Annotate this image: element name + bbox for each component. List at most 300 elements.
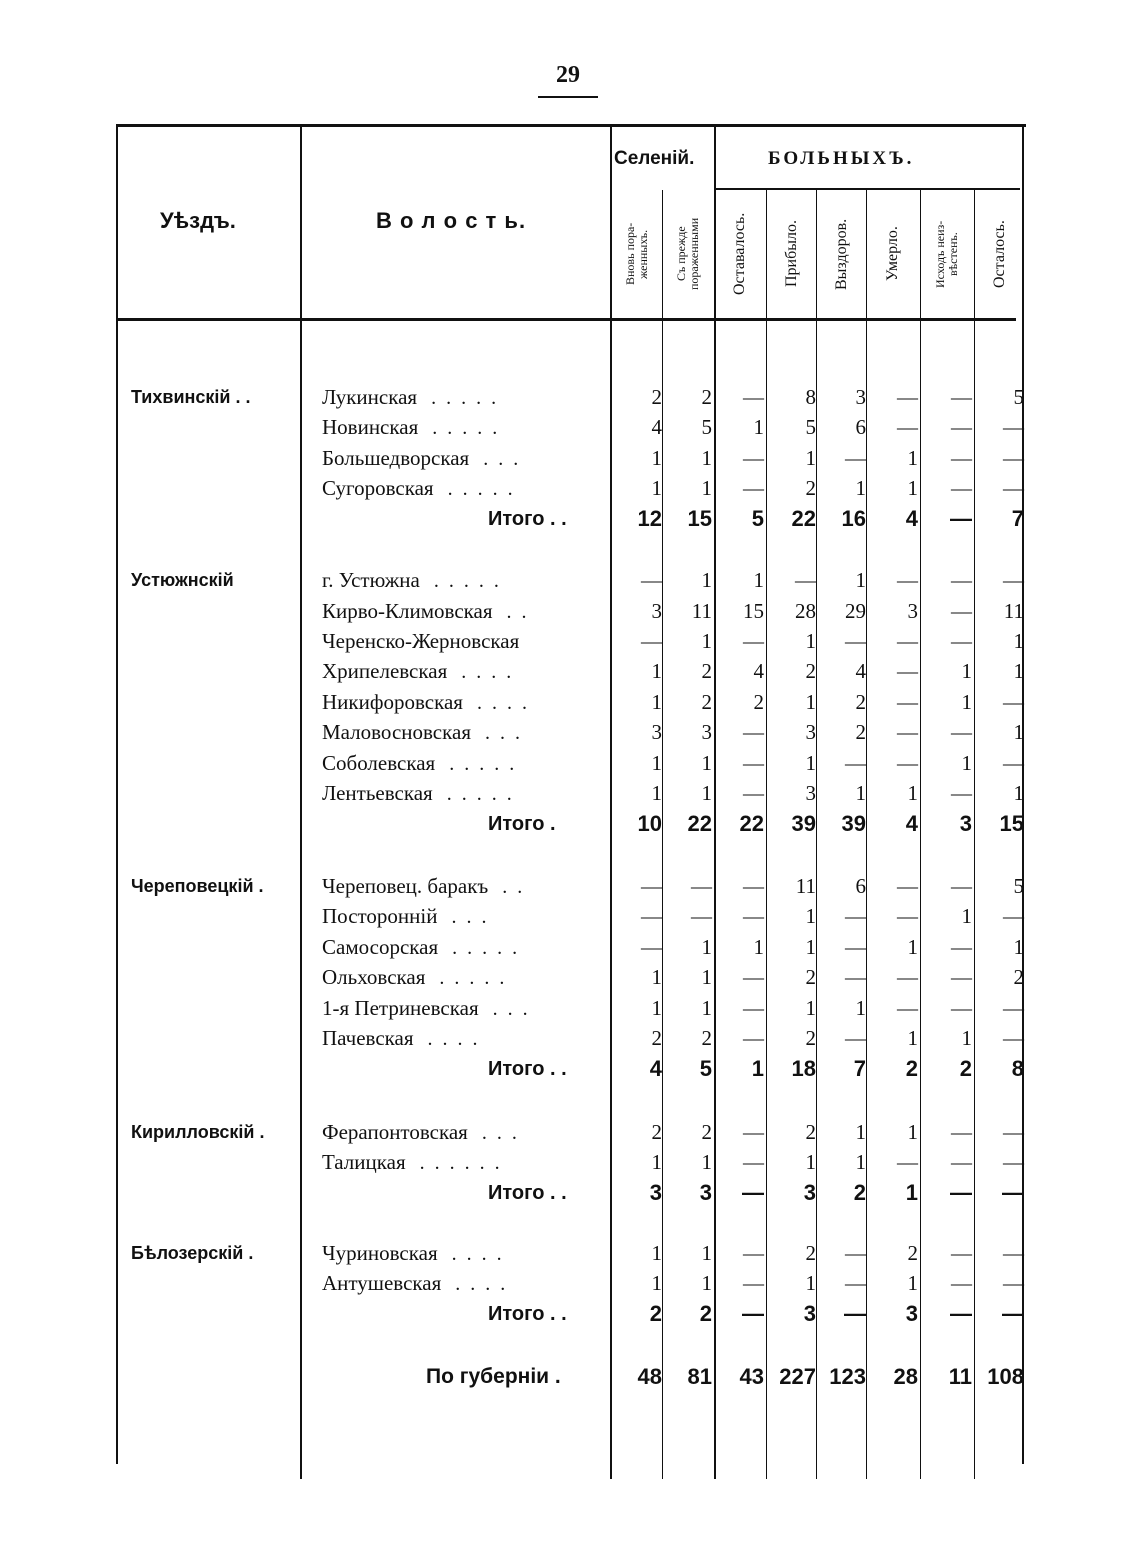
table-row xyxy=(0,778,1145,808)
table-cell: — xyxy=(950,1301,972,1326)
table-row xyxy=(0,1268,1145,1298)
table-cell: 1 xyxy=(907,446,918,470)
table-cell: 4 xyxy=(905,811,918,836)
volost-name xyxy=(322,993,538,1023)
table-cell: — xyxy=(844,1301,866,1326)
table-cell: — xyxy=(951,1150,972,1174)
table-cell: — xyxy=(743,996,764,1020)
table-cell: 4 xyxy=(649,1056,662,1081)
volost-name xyxy=(322,626,519,656)
table-cell: 1 xyxy=(805,996,816,1020)
total-cell: 11 xyxy=(948,1364,972,1389)
table-cell: — xyxy=(691,904,712,928)
table-cell: 2 xyxy=(651,1026,662,1050)
table-cell: 1 xyxy=(907,935,918,959)
table-cell: — xyxy=(950,506,972,531)
table-row xyxy=(0,687,1145,717)
table-cell: 16 xyxy=(841,506,866,531)
table-cell: — xyxy=(951,629,972,653)
table-cell: 2 xyxy=(649,1301,662,1326)
table-cell: 1 xyxy=(1013,935,1024,959)
itogo-label: Итого . . xyxy=(488,1058,567,1080)
table-cell: 2 xyxy=(753,690,764,714)
table-cell: 2 xyxy=(855,690,866,714)
table-cell: 18 xyxy=(791,1056,816,1081)
table-cell: 3 xyxy=(649,1180,662,1205)
table-cell: 5 xyxy=(805,415,816,439)
table-cell: — xyxy=(742,1301,764,1326)
table-cell: 6 xyxy=(855,415,866,439)
table-cell: 12 xyxy=(637,506,662,531)
table-cell: 1 xyxy=(961,904,972,928)
table-cell: 1 xyxy=(651,476,662,500)
table-cell: — xyxy=(1003,690,1024,714)
table-cell: 2 xyxy=(651,1120,662,1144)
table-cell: — xyxy=(743,1026,764,1050)
table-cell: — xyxy=(951,415,972,439)
table-row xyxy=(0,443,1145,473)
leader-dots: ..... xyxy=(433,570,509,592)
total-cell: 28 xyxy=(893,1364,918,1389)
uezd-name: Устюжнскій xyxy=(131,570,234,590)
volost-label: Антушевская xyxy=(322,1271,442,1295)
volost-label: Хрипелевская xyxy=(322,659,448,683)
table-cell: 1 xyxy=(805,446,816,470)
table-cell: 1 xyxy=(651,996,662,1020)
table-cell: — xyxy=(897,568,918,592)
table-cell: 1 xyxy=(961,690,972,714)
table-cell: 3 xyxy=(907,599,918,623)
table-cell: 1 xyxy=(1013,720,1024,744)
table-cell: — xyxy=(951,446,972,470)
volost-name xyxy=(322,1117,527,1147)
table-row xyxy=(0,626,1145,656)
table-cell: — xyxy=(951,1120,972,1144)
leader-dots: .... xyxy=(476,692,537,714)
table-cell: 11 xyxy=(795,874,816,898)
page-number: 29 xyxy=(556,62,580,88)
leader-dots: ... xyxy=(492,998,538,1020)
volost-label: Ольховская xyxy=(322,965,426,989)
table-cell: 4 xyxy=(651,415,662,439)
table-cell: — xyxy=(1003,1271,1024,1295)
table-cell: 11 xyxy=(1003,599,1024,623)
table-cell: 1 xyxy=(701,781,712,805)
table-cell: 1 xyxy=(701,751,712,775)
table-cell: 1 xyxy=(701,476,712,500)
table-cell: 1 xyxy=(805,935,816,959)
table-cell: 1 xyxy=(805,904,816,928)
table-cell: — xyxy=(897,720,918,744)
leader-dots: ... xyxy=(451,906,497,928)
leader-dots: ..... xyxy=(446,783,522,805)
col-header-vyzdorov: Выздоров. xyxy=(833,218,851,290)
table-cell: 1 xyxy=(701,1271,712,1295)
total-row xyxy=(0,1360,1145,1394)
table-cell: 2 xyxy=(805,1241,816,1265)
table-cell: — xyxy=(897,996,918,1020)
table-cell: — xyxy=(897,415,918,439)
leader-dots: ..... xyxy=(449,753,525,775)
table-cell: 1 xyxy=(855,996,866,1020)
total-cell: 227 xyxy=(779,1364,816,1389)
volost-name xyxy=(322,932,527,962)
volost-name xyxy=(322,1238,512,1268)
col-header-umerlo: Умерло. xyxy=(884,226,902,282)
table-cell: 1 xyxy=(651,1271,662,1295)
table-cell: 4 xyxy=(905,506,918,531)
table-cell: 5 xyxy=(1013,385,1024,409)
table-cell: 1 xyxy=(805,629,816,653)
table-cell: 1 xyxy=(701,568,712,592)
table-cell: — xyxy=(641,568,662,592)
table-cell: 1 xyxy=(905,1180,918,1205)
total-cell: 123 xyxy=(829,1364,866,1389)
table-cell: — xyxy=(1002,1180,1024,1205)
volost-name xyxy=(322,962,514,992)
uezd-name: Бѣлозерскій . xyxy=(131,1243,254,1263)
table-row xyxy=(0,962,1145,992)
header-uezd: Уѣздъ. xyxy=(160,208,236,233)
table-cell: 15 xyxy=(999,811,1024,836)
header-volost: В о л о с т ь. xyxy=(376,208,527,233)
itogo-row xyxy=(0,1299,1145,1329)
leader-dots: ..... xyxy=(432,417,508,439)
leader-dots: .... xyxy=(451,1243,512,1265)
itogo-row xyxy=(0,1178,1145,1208)
table-cell: 6 xyxy=(855,874,866,898)
table-cell: 4 xyxy=(855,659,866,683)
table-cell: 1 xyxy=(805,751,816,775)
table-cell: — xyxy=(743,965,764,989)
table-cell: 5 xyxy=(751,506,764,531)
table-cell: — xyxy=(845,1271,866,1295)
table-row xyxy=(0,1147,1145,1177)
volost-name xyxy=(322,1147,510,1177)
table-cell: 1 xyxy=(701,1150,712,1174)
table-cell: 1 xyxy=(907,781,918,805)
volost-name xyxy=(322,1023,488,1053)
table-cell: 3 xyxy=(699,1180,712,1205)
table-cell: 22 xyxy=(791,506,816,531)
table-cell: 15 xyxy=(743,599,764,623)
table-cell: — xyxy=(845,1241,866,1265)
table-cell: — xyxy=(951,385,972,409)
total-cell: 108 xyxy=(987,1364,1024,1389)
table-cell: 3 xyxy=(855,385,866,409)
table-row xyxy=(0,871,1145,901)
table-cell: 1 xyxy=(651,659,662,683)
table-cell: — xyxy=(1003,904,1024,928)
volost-name xyxy=(322,748,524,778)
table-cell: 1 xyxy=(1013,781,1024,805)
table-cell: 1 xyxy=(701,965,712,989)
table-cell: 8 xyxy=(1011,1056,1024,1081)
table-cell: — xyxy=(951,874,972,898)
table-cell: 1 xyxy=(961,1026,972,1050)
itogo-row xyxy=(0,1054,1145,1084)
table-cell: — xyxy=(897,1150,918,1174)
table-cell: — xyxy=(691,874,712,898)
volost-label: Черенско-Жерновская xyxy=(322,629,520,653)
table-cell: 11 xyxy=(691,599,712,623)
table-cell: — xyxy=(743,720,764,744)
table-cell: 2 xyxy=(805,659,816,683)
table-cell: — xyxy=(743,1150,764,1174)
volost-label: Ферапонтовская xyxy=(322,1120,468,1144)
volost-label: Маловосновская xyxy=(322,720,471,744)
table-cell: — xyxy=(1002,1301,1024,1326)
uezd-name: Тихвинскій . . xyxy=(131,387,251,407)
volost-label: Большедворская xyxy=(322,446,470,470)
table-cell: — xyxy=(897,629,918,653)
table-cell: — xyxy=(743,1120,764,1144)
table-cell: — xyxy=(897,874,918,898)
table-cell: 1 xyxy=(701,446,712,470)
table-cell: 1 xyxy=(855,781,866,805)
table-cell: 1 xyxy=(753,568,764,592)
table-cell: — xyxy=(743,751,764,775)
table-cell: 1 xyxy=(651,1241,662,1265)
table-cell: — xyxy=(951,935,972,959)
table-cell: — xyxy=(845,629,866,653)
volost-label: Посторонній xyxy=(322,904,438,928)
leader-dots: ..... xyxy=(431,387,507,409)
volost-label: Чуриновская xyxy=(322,1241,438,1265)
table-cell: 8 xyxy=(805,385,816,409)
col-header-s-prezhde: Съ прежде пораженными xyxy=(673,217,701,291)
table-cell: 1 xyxy=(805,1271,816,1295)
volost-name xyxy=(322,596,537,626)
header-bottom-rule xyxy=(118,318,1016,321)
table-cell: 1 xyxy=(907,1026,918,1050)
table-cell: — xyxy=(1003,476,1024,500)
leader-dots: ... xyxy=(481,1122,527,1144)
table-cell: — xyxy=(950,1180,972,1205)
volost-name xyxy=(322,443,528,473)
volost-label: Новинская xyxy=(322,415,419,439)
leader-dots: ... xyxy=(485,722,530,744)
total-cell: 81 xyxy=(687,1364,712,1389)
table-cell: — xyxy=(1003,1120,1024,1144)
table-cell: 3 xyxy=(651,599,662,623)
table-cell: — xyxy=(743,385,764,409)
volost-name xyxy=(322,778,522,808)
itogo-row xyxy=(0,809,1145,839)
table-cell: — xyxy=(742,1180,764,1205)
table-cell: — xyxy=(795,568,816,592)
itogo-label: Итого . . xyxy=(488,1182,567,1204)
table-cell: 29 xyxy=(845,599,866,623)
table-cell: 1 xyxy=(701,996,712,1020)
table-cell: 2 xyxy=(905,1056,918,1081)
uezd-name: Кирилловскій . xyxy=(131,1122,265,1142)
table-cell: — xyxy=(951,476,972,500)
table-cell: — xyxy=(897,659,918,683)
table-cell: — xyxy=(951,568,972,592)
table-cell: 39 xyxy=(841,811,866,836)
table-cell: 2 xyxy=(805,476,816,500)
table-cell: 1 xyxy=(701,935,712,959)
table-cell: — xyxy=(951,1271,972,1295)
table-cell: — xyxy=(951,599,972,623)
table-cell: — xyxy=(951,965,972,989)
table-cell: — xyxy=(951,781,972,805)
volost-label: г. Устюжна xyxy=(322,568,420,592)
volost-name xyxy=(322,1268,515,1298)
volost-label: Никифоровская xyxy=(322,690,463,714)
volost-name xyxy=(322,565,509,595)
table-cell: 1 xyxy=(907,1120,918,1144)
volost-label: Лентьевская xyxy=(322,781,433,805)
table-cell: 1 xyxy=(855,568,866,592)
table-cell: 5 xyxy=(701,415,712,439)
table-cell: — xyxy=(1003,751,1024,775)
table-cell: — xyxy=(743,1271,764,1295)
table-cell: 7 xyxy=(853,1056,866,1081)
table-cell: 2 xyxy=(959,1056,972,1081)
volost-name xyxy=(322,901,496,931)
table-cell: 1 xyxy=(651,965,662,989)
table-cell: — xyxy=(845,751,866,775)
total-cell: 43 xyxy=(739,1364,764,1389)
volost-name xyxy=(322,412,507,442)
table-cell: 2 xyxy=(701,659,712,683)
table-row xyxy=(0,748,1145,778)
table-cell: 1 xyxy=(855,1150,866,1174)
table-cell: — xyxy=(897,751,918,775)
total-label: По губерніи . xyxy=(426,1365,561,1388)
table-row xyxy=(0,717,1145,747)
table-cell: 3 xyxy=(805,720,816,744)
table-cell: 1 xyxy=(701,1241,712,1265)
volost-label: Сугоровская xyxy=(322,476,434,500)
col-header-ostavalos: Оставалось. xyxy=(731,212,749,296)
table-cell: 1 xyxy=(1013,629,1024,653)
table-cell: — xyxy=(743,904,764,928)
volost-label: Пачевская xyxy=(322,1026,414,1050)
table-cell: 1 xyxy=(907,1271,918,1295)
table-cell: 1 xyxy=(961,659,972,683)
table-cell: 22 xyxy=(687,811,712,836)
table-cell: — xyxy=(1003,446,1024,470)
table-row xyxy=(0,1023,1145,1053)
table-cell: 1 xyxy=(1013,659,1024,683)
table-cell: 2 xyxy=(701,1026,712,1050)
leader-dots: .... xyxy=(427,1028,488,1050)
table-cell: 1 xyxy=(805,690,816,714)
table-cell: 2 xyxy=(907,1241,918,1265)
table-cell: 3 xyxy=(803,1301,816,1326)
leader-dots: ..... xyxy=(452,937,528,959)
itogo-row xyxy=(0,504,1145,534)
table-cell: 1 xyxy=(651,446,662,470)
uezd-name: Череповецкій . xyxy=(131,876,264,896)
total-cell: 48 xyxy=(637,1364,662,1389)
table-row xyxy=(0,932,1145,962)
volost-label: 1-я Петриневская xyxy=(322,996,479,1020)
volost-name xyxy=(322,473,523,503)
table-cell: — xyxy=(743,781,764,805)
table-cell: — xyxy=(897,690,918,714)
table-row xyxy=(0,1117,1145,1147)
table-cell: 2 xyxy=(853,1180,866,1205)
table-cell: 15 xyxy=(687,506,712,531)
volost-name xyxy=(322,656,521,686)
table-cell: 3 xyxy=(803,1180,816,1205)
table-cell: — xyxy=(743,874,764,898)
volost-label: Лукинская xyxy=(322,385,418,409)
leader-dots: .. xyxy=(506,601,537,623)
table-cell: 2 xyxy=(805,1120,816,1144)
table-cell: 1 xyxy=(907,476,918,500)
table-cell: — xyxy=(897,965,918,989)
volost-label: Кирво-Климовская xyxy=(322,599,493,623)
table-cell: 3 xyxy=(959,811,972,836)
table-cell: 1 xyxy=(651,690,662,714)
volost-name xyxy=(322,871,532,901)
table-cell: — xyxy=(897,385,918,409)
table-row xyxy=(0,565,1145,595)
table-cell: 1 xyxy=(961,751,972,775)
table-cell: 1 xyxy=(855,476,866,500)
col-header-vnov: Вновь пора- женныхъ. xyxy=(622,222,650,286)
table-cell: 1 xyxy=(701,629,712,653)
table-cell: 1 xyxy=(651,1150,662,1174)
table-row xyxy=(0,901,1145,931)
leader-dots: .... xyxy=(455,1273,516,1295)
table-cell: — xyxy=(743,629,764,653)
table-cell: 2 xyxy=(701,385,712,409)
volost-name xyxy=(322,382,506,412)
col-header-iskhod: Исходъ неиз- вѣстенъ. xyxy=(932,220,960,288)
leader-dots: ... xyxy=(483,448,529,470)
table-cell: — xyxy=(951,996,972,1020)
table-cell: 3 xyxy=(805,781,816,805)
table-cell: 1 xyxy=(753,415,764,439)
table-cell: 22 xyxy=(739,811,764,836)
table-cell: 4 xyxy=(753,659,764,683)
table-cell: — xyxy=(845,904,866,928)
table-row xyxy=(0,993,1145,1023)
table-row xyxy=(0,1238,1145,1268)
col-header-ostalos: Осталось. xyxy=(991,220,1009,288)
table-cell: 1 xyxy=(651,751,662,775)
leader-dots: ..... xyxy=(447,478,523,500)
volost-label: Череповец. баракъ xyxy=(322,874,489,898)
table-cell: 5 xyxy=(1013,874,1024,898)
table-cell: 2 xyxy=(701,690,712,714)
table-cell: — xyxy=(1003,415,1024,439)
table-cell: — xyxy=(1003,1150,1024,1174)
table-cell: 10 xyxy=(637,811,662,836)
table-cell: 2 xyxy=(701,1120,712,1144)
table-cell: — xyxy=(1003,1241,1024,1265)
volost-label: Самосорская xyxy=(322,935,439,959)
table-cell: — xyxy=(845,1026,866,1050)
table-row xyxy=(0,596,1145,626)
col-header-pribylo: Прибыло. xyxy=(783,220,801,288)
table-cell: 1 xyxy=(855,1120,866,1144)
table-row xyxy=(0,412,1145,442)
table-cell: — xyxy=(845,446,866,470)
table-cell: — xyxy=(1003,1026,1024,1050)
table-cell: 1 xyxy=(805,1150,816,1174)
table-cell: — xyxy=(641,874,662,898)
table-cell: 2 xyxy=(805,1026,816,1050)
volost-label: Талицкая xyxy=(322,1150,406,1174)
itogo-label: Итого . xyxy=(488,813,556,835)
